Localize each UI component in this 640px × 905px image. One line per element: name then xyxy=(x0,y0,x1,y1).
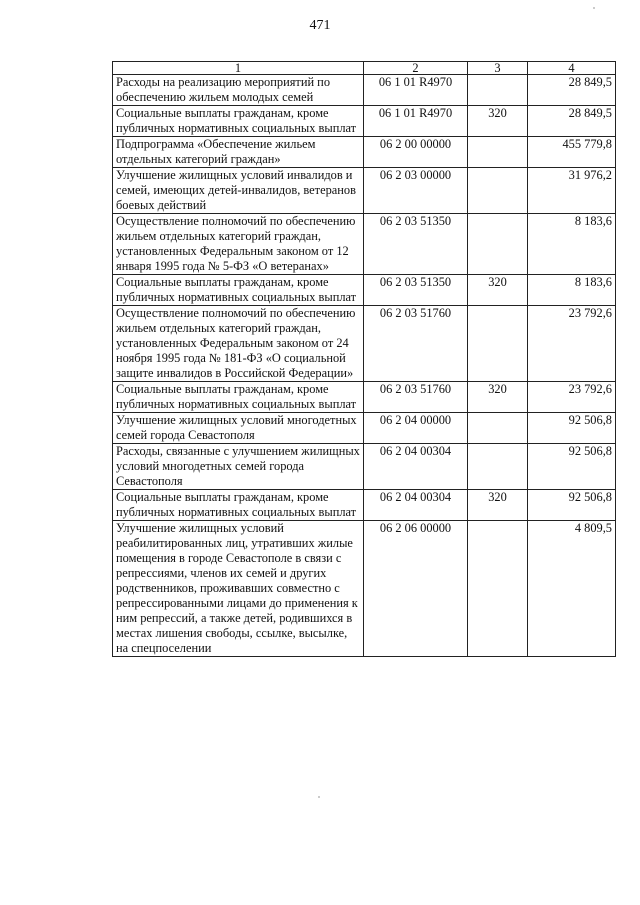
row-code: 06 1 01 R4970 xyxy=(364,106,468,137)
row-name: Улучшение жилищных условий реабилитированных лиц, утративших жилые помещения в городе Севастополе в связи с репрессиями, членов их семей и других родственников, проживавших совместно с репрессированными лицами до применения к ним репрессий, а также детей, родившихся в местах лишения свободы, ссылке, высылке, на спецпоселении xyxy=(113,521,364,657)
row-type xyxy=(468,444,528,490)
row-type xyxy=(468,214,528,275)
row-sum: 92 506,8 xyxy=(528,413,616,444)
row-type: 320 xyxy=(468,106,528,137)
row-name: Социальные выплаты гражданам, кроме публичных нормативных социальных выплат xyxy=(113,490,364,521)
column-header-1: 1 xyxy=(113,62,364,75)
row-sum: 92 506,8 xyxy=(528,444,616,490)
column-header-4: 4 xyxy=(528,62,616,75)
row-name: Улучшение жилищных условий многодетных семей города Севастополя xyxy=(113,413,364,444)
column-header-3: 3 xyxy=(468,62,528,75)
row-name: Расходы на реализацию мероприятий по обеспечению жильем молодых семей xyxy=(113,75,364,106)
scan-speck xyxy=(318,796,320,798)
row-code: 06 2 03 00000 xyxy=(364,168,468,214)
table-row xyxy=(113,490,616,521)
table-row xyxy=(113,106,616,137)
table-row xyxy=(113,521,616,657)
row-type: 320 xyxy=(468,382,528,413)
row-type xyxy=(468,413,528,444)
scan-speck xyxy=(593,7,595,9)
table-row xyxy=(113,444,616,490)
row-sum: 28 849,5 xyxy=(528,106,616,137)
row-type xyxy=(468,137,528,168)
table-row xyxy=(113,413,616,444)
row-code: 06 2 00 00000 xyxy=(364,137,468,168)
row-code: 06 2 04 00000 xyxy=(364,413,468,444)
row-type xyxy=(468,306,528,382)
row-code: 06 2 04 00304 xyxy=(364,490,468,521)
row-code: 06 2 03 51760 xyxy=(364,382,468,413)
table-row xyxy=(113,275,616,306)
row-code: 06 1 01 R4970 xyxy=(364,75,468,106)
table-row xyxy=(113,306,616,382)
row-name: Социальные выплаты гражданам, кроме публичных нормативных социальных выплат xyxy=(113,106,364,137)
row-sum: 8 183,6 xyxy=(528,214,616,275)
row-name: Подпрограмма «Обеспечение жильем отдельных категорий граждан» xyxy=(113,137,364,168)
row-type xyxy=(468,75,528,106)
row-name: Осуществление полномочий по обеспечению жильем отдельных категорий граждан, установленных Федеральным законом от 12 января 1995 года № 5-ФЗ «О ветеранах» xyxy=(113,214,364,275)
row-name: Расходы, связанные с улучшением жилищных условий многодетных семей города Севастополя xyxy=(113,444,364,490)
row-name: Социальные выплаты гражданам, кроме публичных нормативных социальных выплат xyxy=(113,382,364,413)
row-type xyxy=(468,521,528,657)
row-sum: 23 792,6 xyxy=(528,382,616,413)
table-row xyxy=(113,168,616,214)
row-code: 06 2 03 51760 xyxy=(364,306,468,382)
budget-table xyxy=(112,61,616,657)
row-sum: 455 779,8 xyxy=(528,137,616,168)
row-code: 06 2 06 00000 xyxy=(364,521,468,657)
row-name: Осуществление полномочий по обеспечению жильем отдельных категорий граждан, установленных Федеральным законом от 24 ноября 1995 года № 181-ФЗ «О социальной защите инвалидов в Российской Федерации» xyxy=(113,306,364,382)
row-sum: 31 976,2 xyxy=(528,168,616,214)
row-sum: 8 183,6 xyxy=(528,275,616,306)
table-row xyxy=(113,382,616,413)
row-sum: 23 792,6 xyxy=(528,306,616,382)
row-name: Социальные выплаты гражданам, кроме публичных нормативных социальных выплат xyxy=(113,275,364,306)
row-code: 06 2 03 51350 xyxy=(364,214,468,275)
table-row xyxy=(113,137,616,168)
table-row xyxy=(113,75,616,106)
table-row xyxy=(113,214,616,275)
row-sum: 4 809,5 xyxy=(528,521,616,657)
row-code: 06 2 03 51350 xyxy=(364,275,468,306)
row-type xyxy=(468,168,528,214)
row-type: 320 xyxy=(468,490,528,521)
column-header-2: 2 xyxy=(364,62,468,75)
row-type: 320 xyxy=(468,275,528,306)
row-sum: 28 849,5 xyxy=(528,75,616,106)
row-sum: 92 506,8 xyxy=(528,490,616,521)
row-name: Улучшение жилищных условий инвалидов и семей, имеющих детей-инвалидов, ветеранов боевых действий xyxy=(113,168,364,214)
page-number: 471 xyxy=(309,18,331,33)
table-header-row xyxy=(113,62,616,75)
row-code: 06 2 04 00304 xyxy=(364,444,468,490)
